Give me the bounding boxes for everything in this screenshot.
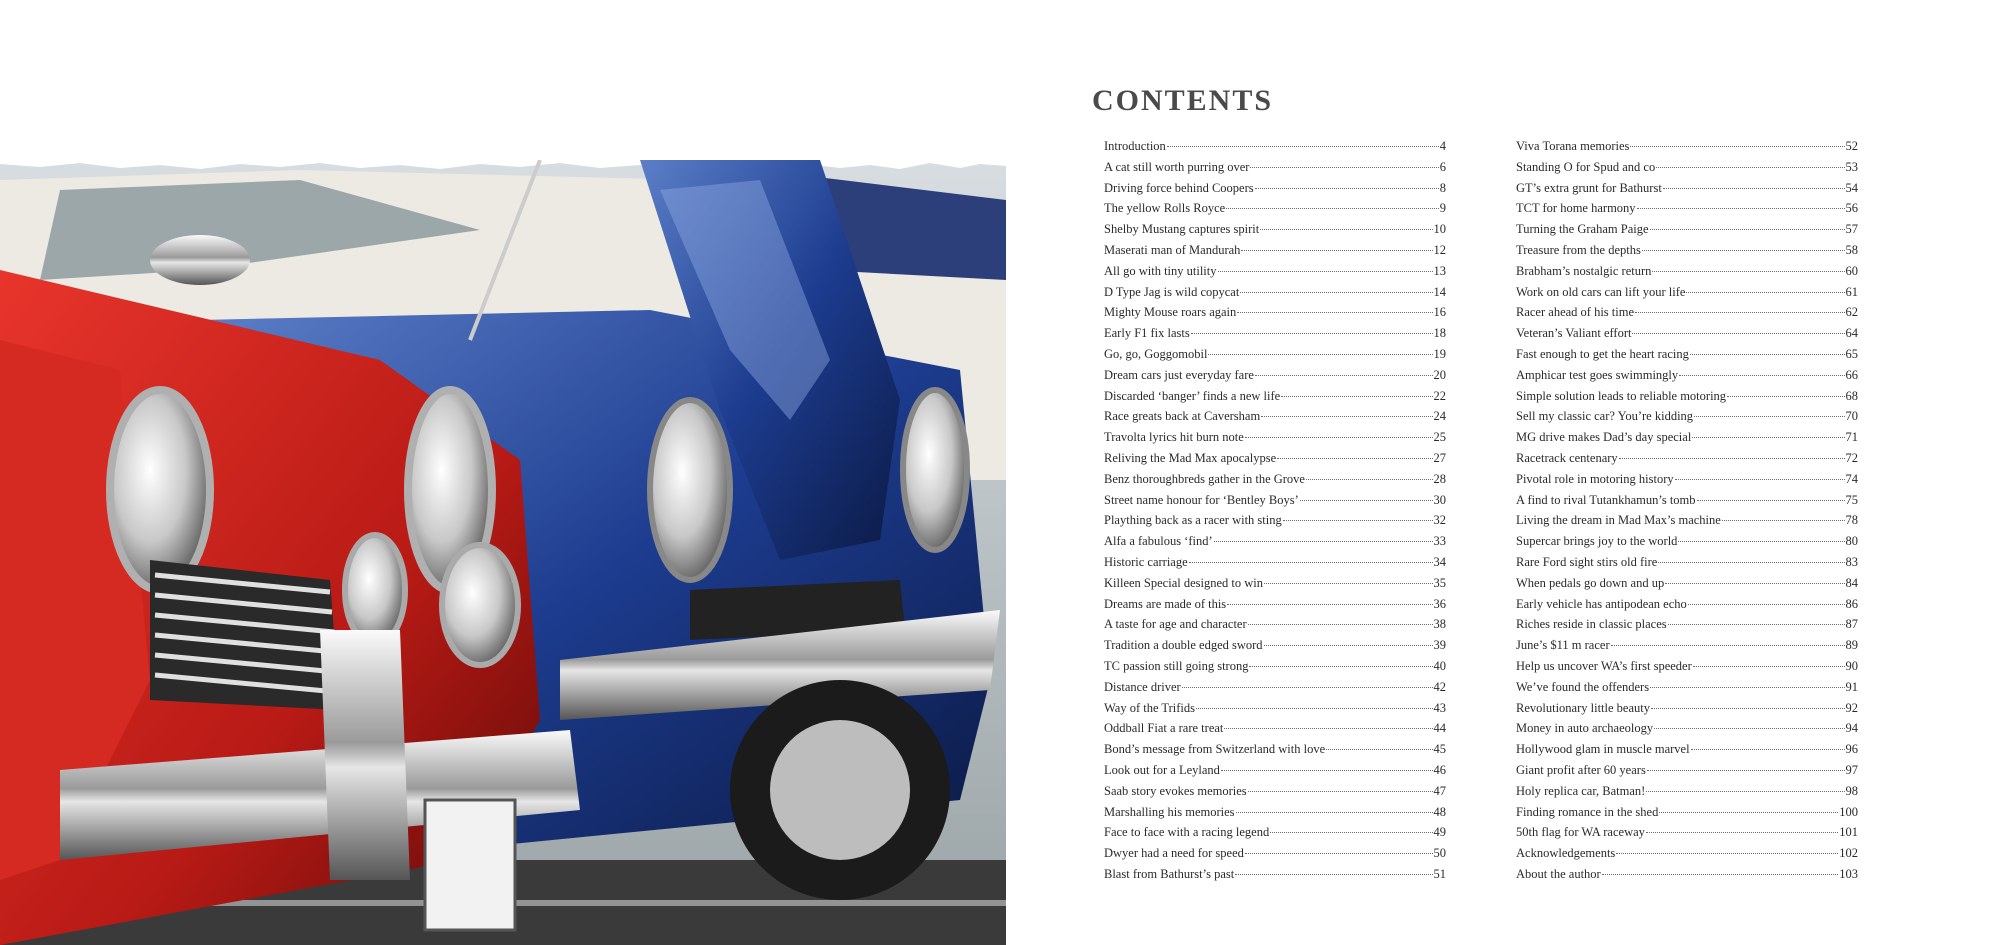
toc-leader-dots — [1668, 624, 1845, 625]
toc-entry-page: 90 — [1845, 658, 1858, 673]
toc-entry — [1104, 368, 1446, 389]
toc-entry-title: Street name honour for ‘Bentley Boys’ — [1104, 492, 1299, 507]
toc-entry-page: 35 — [1433, 575, 1446, 590]
toc-entry — [1516, 555, 1858, 576]
toc-leader-dots — [1167, 146, 1439, 147]
toc-leader-dots — [1218, 271, 1433, 272]
toc-entry — [1104, 742, 1446, 763]
toc-leader-dots — [1306, 479, 1433, 480]
toc-entry — [1104, 243, 1446, 264]
toc-entry-page: 71 — [1845, 430, 1858, 445]
toc-leader-dots — [1727, 396, 1844, 397]
toc-entry-title: Oddball Fiat a rare treat — [1104, 721, 1224, 736]
toc-leader-dots — [1646, 791, 1844, 792]
toc-leader-dots — [1688, 604, 1845, 605]
toc-entry — [1516, 659, 1858, 680]
toc-entry-page: 39 — [1433, 638, 1446, 653]
toc-entry-page: 75 — [1845, 492, 1858, 507]
toc-entry-page: 97 — [1845, 762, 1858, 777]
toc-entry-title: All go with tiny utility — [1104, 263, 1217, 278]
toc-entry-page: 47 — [1433, 783, 1446, 798]
toc-entry-title: Acknowledgements — [1516, 846, 1616, 861]
toc-entry — [1104, 285, 1446, 306]
toc-leader-dots — [1646, 832, 1838, 833]
toc-entry-title: Maserati man of Mandurah — [1104, 242, 1241, 257]
toc-entry — [1104, 867, 1446, 888]
toc-leader-dots — [1237, 312, 1432, 313]
toc-entry-page: 60 — [1845, 263, 1858, 278]
toc-entry-page: 22 — [1433, 388, 1446, 403]
toc-entry-page: 92 — [1845, 700, 1858, 715]
toc-entry-title: Early vehicle has antipodean echo — [1516, 596, 1687, 611]
toc-leader-dots — [1249, 666, 1432, 667]
toc-entry-page: 87 — [1845, 617, 1858, 632]
toc-entry-page: 24 — [1433, 409, 1446, 424]
toc-entry-page: 34 — [1433, 554, 1446, 569]
toc-entry-title: Face to face with a racing legend — [1104, 825, 1270, 840]
toc-entry — [1516, 264, 1858, 285]
toc-entry — [1516, 389, 1858, 410]
toc-entry — [1104, 659, 1446, 680]
toc-entry-title: MG drive makes Dad’s day special — [1516, 430, 1692, 445]
contents-heading: CONTENTS — [1092, 84, 1274, 117]
toc-entry-page: 38 — [1433, 617, 1446, 632]
toc-entry-page: 74 — [1845, 471, 1858, 486]
toc-leader-dots — [1261, 416, 1432, 417]
toc-leader-dots — [1692, 437, 1844, 438]
toc-entry — [1516, 326, 1858, 347]
toc-leader-dots — [1678, 541, 1844, 542]
toc-entry — [1516, 680, 1858, 701]
toc-entry-page: 89 — [1845, 638, 1858, 653]
toc-entry-title: Pivotal role in motoring history — [1516, 471, 1674, 486]
toc-entry-title: Go, go, Goggomobil — [1104, 346, 1208, 361]
toc-entry — [1104, 763, 1446, 784]
toc-entry-page: 16 — [1433, 305, 1446, 320]
toc-entry — [1516, 347, 1858, 368]
toc-leader-dots — [1616, 853, 1838, 854]
toc-entry-title: Dreams are made of this — [1104, 596, 1227, 611]
toc-entry — [1516, 784, 1858, 805]
toc-entry — [1104, 555, 1446, 576]
toc-leader-dots — [1224, 728, 1432, 729]
toc-entry-title: Driving force behind Coopers — [1104, 180, 1254, 195]
toc-entry-page: 28 — [1433, 471, 1446, 486]
toc-entry — [1516, 846, 1858, 867]
toc-entry — [1516, 430, 1858, 451]
toc-entry-page: 61 — [1845, 284, 1858, 299]
toc-entry-title: About the author — [1516, 866, 1601, 881]
toc-leader-dots — [1270, 832, 1432, 833]
toc-entry-title: Dwyer had a need for speed — [1104, 846, 1244, 861]
toc-entry-title: Tradition a double edged sword — [1104, 638, 1263, 653]
toc-entry — [1104, 160, 1446, 181]
toc-entry-page: 91 — [1845, 679, 1858, 694]
toc-entry-title: Sell my classic car? You’re kidding — [1516, 409, 1694, 424]
toc-leader-dots — [1283, 520, 1433, 521]
toc-entry — [1104, 617, 1446, 638]
toc-entry-page: 57 — [1845, 222, 1858, 237]
toc-entry — [1104, 493, 1446, 514]
toc-entry — [1104, 264, 1446, 285]
toc-entry-page: 32 — [1433, 513, 1446, 528]
toc-entry — [1516, 638, 1858, 659]
toc-entry — [1104, 805, 1446, 826]
toc-leader-dots — [1697, 500, 1845, 501]
toc-entry — [1516, 160, 1858, 181]
toc-leader-dots — [1182, 687, 1433, 688]
toc-entry-page: 46 — [1433, 762, 1446, 777]
toc-leader-dots — [1281, 396, 1432, 397]
toc-leader-dots — [1241, 250, 1432, 251]
toc-entry-title: Dream cars just everyday fare — [1104, 367, 1254, 382]
toc-entry — [1516, 409, 1858, 430]
toc-leader-dots — [1300, 500, 1433, 501]
toc-entry-title: Distance driver — [1104, 679, 1181, 694]
toc-entry-page: 94 — [1845, 721, 1858, 736]
toc-entry-page: 102 — [1839, 846, 1858, 861]
toc-entry — [1104, 576, 1446, 597]
toc-entry-title: Rare Ford sight stirs old fire — [1516, 554, 1658, 569]
toc-entry — [1104, 305, 1446, 326]
toc-entry-page: 40 — [1433, 658, 1446, 673]
toc-entry — [1516, 763, 1858, 784]
toc-leader-dots — [1245, 853, 1433, 854]
toc-entry-title: Turning the Graham Paige — [1516, 222, 1649, 237]
toc-entry-page: 13 — [1433, 263, 1446, 278]
toc-leader-dots — [1665, 583, 1844, 584]
toc-leader-dots — [1260, 229, 1432, 230]
toc-leader-dots — [1652, 271, 1844, 272]
toc-entry — [1104, 139, 1446, 160]
toc-entry-page: 30 — [1433, 492, 1446, 507]
toc-entry-page: 56 — [1845, 201, 1858, 216]
toc-entry — [1516, 222, 1858, 243]
toc-entry — [1104, 721, 1446, 742]
toc-leader-dots — [1686, 292, 1844, 293]
toc-entry-title: Living the dream in Mad Max’s machine — [1516, 513, 1721, 528]
toc-entry-title: Mighty Mouse roars again — [1104, 305, 1237, 320]
toc-entry-title: Racer ahead of his time — [1516, 305, 1635, 320]
toc-leader-dots — [1277, 458, 1432, 459]
toc-entry — [1104, 534, 1446, 555]
toc-entry — [1104, 784, 1446, 805]
toc-entry — [1516, 805, 1858, 826]
toc-entry-title: Early F1 fix lasts — [1104, 326, 1190, 341]
toc-entry-page: 62 — [1845, 305, 1858, 320]
toc-leader-dots — [1602, 874, 1839, 875]
toc-entry — [1104, 680, 1446, 701]
toc-entry — [1516, 243, 1858, 264]
toc-entry-page: 27 — [1433, 450, 1446, 465]
toc-entry — [1104, 701, 1446, 722]
toc-entry-page: 103 — [1839, 866, 1858, 881]
toc-entry — [1516, 825, 1858, 846]
toc-leader-dots — [1196, 708, 1432, 709]
toc-entry-title: Alfa a fabulous ‘find’ — [1104, 534, 1213, 549]
toc-entry — [1104, 472, 1446, 493]
toc-entry-title: 50th flag for WA raceway — [1516, 825, 1645, 840]
toc-entry-title: Riches reside in classic places — [1516, 617, 1667, 632]
toc-leader-dots — [1240, 292, 1432, 293]
toc-entry — [1104, 597, 1446, 618]
toc-entry-page: 42 — [1433, 679, 1446, 694]
toc-entry — [1104, 409, 1446, 430]
toc-entry-title: Blast from Bathurst’s past — [1104, 866, 1235, 881]
toc-entry-title: Work on old cars can lift your life — [1516, 284, 1686, 299]
toc-entry — [1516, 305, 1858, 326]
toc-entry — [1516, 617, 1858, 638]
toc-entry-title: Simple solution leads to reliable motoring — [1516, 388, 1727, 403]
toc-entry-title: Holy replica car, Batman! — [1516, 783, 1646, 798]
toc-entry-title: Supercar brings joy to the world — [1516, 534, 1678, 549]
toc-leader-dots — [1248, 624, 1433, 625]
toc-entry-page: 50 — [1433, 846, 1446, 861]
toc-entry — [1516, 742, 1858, 763]
toc-entry-title: Marshalling his memories — [1104, 804, 1235, 819]
toc-leader-dots — [1611, 645, 1845, 646]
toc-entry-page: 84 — [1845, 575, 1858, 590]
toc-entry-page: 101 — [1839, 825, 1858, 840]
toc-entry — [1516, 139, 1858, 160]
toc-entry-page: 78 — [1845, 513, 1858, 528]
toc-leader-dots — [1632, 333, 1844, 334]
toc-entry-title: D Type Jag is wild copycat — [1104, 284, 1240, 299]
toc-entry — [1516, 867, 1858, 888]
toc-leader-dots — [1659, 812, 1838, 813]
toc-entry-title: GT’s extra grunt for Bathurst — [1516, 180, 1662, 195]
toc-leader-dots — [1191, 333, 1433, 334]
toc-entry-page: 70 — [1845, 409, 1858, 424]
toc-leader-dots — [1235, 874, 1432, 875]
toc-leader-dots — [1630, 146, 1844, 147]
toc-entry-title: A find to rival Tutankhamun’s tomb — [1516, 492, 1696, 507]
toc-entry-title: Veteran’s Valiant effort — [1516, 326, 1632, 341]
toc-entry-title: Shelby Mustang captures spirit — [1104, 222, 1260, 237]
toc-entry — [1104, 846, 1446, 867]
toc-leader-dots — [1255, 188, 1439, 189]
toc-entry-title: A taste for age and character — [1104, 617, 1247, 632]
toc-leader-dots — [1658, 562, 1844, 563]
toc-leader-dots — [1663, 188, 1845, 189]
toc-entry-title: Help us uncover WA’s first speeder — [1516, 658, 1692, 673]
toc-entry — [1104, 181, 1446, 202]
toc-leader-dots — [1264, 645, 1433, 646]
toc-entry-page: 9 — [1439, 201, 1446, 216]
toc-entry — [1516, 597, 1858, 618]
toc-entry-title: Giant profit after 60 years — [1516, 762, 1646, 777]
toc-leader-dots — [1679, 375, 1844, 376]
toc-entry — [1516, 181, 1858, 202]
toc-leader-dots — [1693, 666, 1845, 667]
toc-leader-dots — [1647, 770, 1845, 771]
toc-leader-dots — [1654, 728, 1844, 729]
toc-entry-page: 10 — [1433, 222, 1446, 237]
toc-entry — [1516, 576, 1858, 597]
toc-entry — [1516, 493, 1858, 514]
toc-entry-title: Introduction — [1104, 139, 1166, 153]
toc-entry-page: 45 — [1433, 742, 1446, 757]
toc-leader-dots — [1214, 541, 1433, 542]
toc-entry-title: Way of the Trifids — [1104, 700, 1196, 715]
toc-entry-page: 19 — [1433, 346, 1446, 361]
toc-entry-title: Revolutionary little beauty — [1516, 700, 1650, 715]
toc-entry-title: Brabham’s nostalgic return — [1516, 263, 1652, 278]
toc-entry-page: 18 — [1433, 326, 1446, 341]
toc-entry — [1104, 638, 1446, 659]
toc-entry-title: Viva Torana memories — [1516, 139, 1630, 153]
toc-entry-title: Money in auto archaeology — [1516, 721, 1654, 736]
toc-entry — [1516, 368, 1858, 389]
toc-leader-dots — [1694, 416, 1844, 417]
toc-entry-page: 6 — [1439, 159, 1446, 174]
toc-entry-title: June’s $11 m racer — [1516, 638, 1610, 653]
toc-entry-page: 14 — [1433, 284, 1446, 299]
toc-leader-dots — [1650, 229, 1845, 230]
toc-entry-page: 68 — [1845, 388, 1858, 403]
toc-leader-dots — [1227, 604, 1432, 605]
toc-leader-dots — [1690, 354, 1845, 355]
toc-entry-page: 49 — [1433, 825, 1446, 840]
toc-entry-title: Racetrack centenary — [1516, 450, 1618, 465]
toc-entry — [1516, 721, 1858, 742]
toc-entry — [1104, 347, 1446, 368]
toc-entry-page: 8 — [1439, 180, 1446, 195]
toc-entry — [1104, 389, 1446, 410]
toc-entry — [1104, 222, 1446, 243]
toc-entry-page: 20 — [1433, 367, 1446, 382]
toc-entry-page: 96 — [1845, 742, 1858, 757]
toc-entry — [1516, 451, 1858, 472]
toc-entry-title: Hollywood glam in muscle marvel — [1516, 742, 1690, 757]
toc-leader-dots — [1248, 791, 1433, 792]
toc-entry-page: 65 — [1845, 346, 1858, 361]
toc-entry-title: When pedals go down and up — [1516, 575, 1665, 590]
toc-entry-title: Travolta lyrics hit burn note — [1104, 430, 1244, 445]
toc-entry — [1516, 513, 1858, 534]
toc-entry-title: Amphicar test goes swimmingly — [1516, 367, 1679, 382]
toc-leader-dots — [1675, 479, 1845, 480]
toc-leader-dots — [1245, 437, 1433, 438]
toc-leader-dots — [1189, 562, 1433, 563]
toc-column-left — [1104, 139, 1446, 888]
toc-entry-page: 44 — [1433, 721, 1446, 736]
toc-entry-page: 48 — [1433, 804, 1446, 819]
toc-entry-page: 66 — [1845, 367, 1858, 382]
toc-leader-dots — [1236, 812, 1433, 813]
toc-entry — [1104, 513, 1446, 534]
toc-entry-page: 58 — [1845, 242, 1858, 257]
toc-entry-title: Reliving the Mad Max apocalypse — [1104, 450, 1277, 465]
toc-entry-title: Killeen Special designed to win — [1104, 575, 1263, 590]
toc-entry-title: Finding romance in the shed — [1516, 804, 1659, 819]
toc-entry-title: The yellow Rolls Royce — [1104, 201, 1226, 216]
toc-entry-title: Benz thoroughbreds gather in the Grove — [1104, 471, 1305, 486]
toc-leader-dots — [1656, 167, 1844, 168]
toc-entry-page: 83 — [1845, 554, 1858, 569]
toc-entry-page: 52 — [1845, 139, 1858, 153]
toc-entry-page: 80 — [1845, 534, 1858, 549]
toc-entry-page: 4 — [1439, 139, 1446, 153]
toc-entry-title: Look out for a Leyland — [1104, 762, 1220, 777]
toc-entry-title: Treasure from the depths — [1516, 242, 1641, 257]
toc-leader-dots — [1208, 354, 1432, 355]
toc-column-right — [1516, 139, 1858, 888]
toc-entry — [1516, 201, 1858, 222]
toc-entry — [1516, 701, 1858, 722]
toc-entry — [1104, 201, 1446, 222]
toc-entry-page: 53 — [1845, 159, 1858, 174]
toc-entry-page: 98 — [1845, 783, 1858, 798]
toc-entry-page: 43 — [1433, 700, 1446, 715]
toc-leader-dots — [1650, 687, 1844, 688]
toc-entry-title: Discarded ‘banger’ finds a new life — [1104, 388, 1281, 403]
toc-entry-page: 51 — [1433, 866, 1446, 881]
toc-entry-title: A cat still worth purring over — [1104, 159, 1250, 174]
toc-leader-dots — [1637, 208, 1845, 209]
toc-leader-dots — [1264, 583, 1433, 584]
toc-entry-page: 33 — [1433, 534, 1446, 549]
toc-entry-page: 64 — [1845, 326, 1858, 341]
toc-entry — [1516, 472, 1858, 493]
toc-leader-dots — [1619, 458, 1845, 459]
toc-leader-dots — [1250, 167, 1438, 168]
toc-leader-dots — [1642, 250, 1845, 251]
toc-entry — [1104, 430, 1446, 451]
toc-entry-title: TCT for home harmony — [1516, 201, 1636, 216]
toc-leader-dots — [1255, 375, 1433, 376]
toc-leader-dots — [1691, 749, 1845, 750]
toc-leader-dots — [1326, 749, 1432, 750]
toc-entry-page: 100 — [1839, 804, 1858, 819]
toc-entry-title: TC passion still going strong — [1104, 658, 1249, 673]
toc-entry — [1104, 825, 1446, 846]
toc-entry-title: Fast enough to get the heart racing — [1516, 346, 1689, 361]
toc-entry-title: Race greats back at Caversham — [1104, 409, 1261, 424]
toc-entry — [1516, 534, 1858, 555]
toc-entry-title: Saab story evokes memories — [1104, 783, 1247, 798]
toc-leader-dots — [1722, 520, 1845, 521]
toc-entry-page: 86 — [1845, 596, 1858, 611]
toc-entry — [1104, 451, 1446, 472]
toc-entry — [1516, 285, 1858, 306]
toc-entry-title: Plaything back as a racer with sting — [1104, 513, 1282, 528]
toc-entry-page: 54 — [1845, 180, 1858, 195]
toc-entry — [1104, 326, 1446, 347]
toc-leader-dots — [1635, 312, 1844, 313]
toc-entry-page: 12 — [1433, 242, 1446, 257]
toc-entry-title: We’ve found the offenders — [1516, 679, 1650, 694]
toc-entry-page: 36 — [1433, 596, 1446, 611]
toc-leader-dots — [1221, 770, 1433, 771]
toc-leader-dots — [1226, 208, 1439, 209]
toc-entry-title: Bond’s message from Switzerland with love — [1104, 742, 1326, 757]
toc-entry-title: Standing O for Spud and co — [1516, 159, 1656, 174]
toc-entry-title: Historic carriage — [1104, 554, 1188, 569]
toc-entry-page: 25 — [1433, 430, 1446, 445]
toc-entry-page: 72 — [1845, 450, 1858, 465]
classic-cars-photo — [0, 160, 1006, 945]
toc-leader-dots — [1651, 708, 1845, 709]
